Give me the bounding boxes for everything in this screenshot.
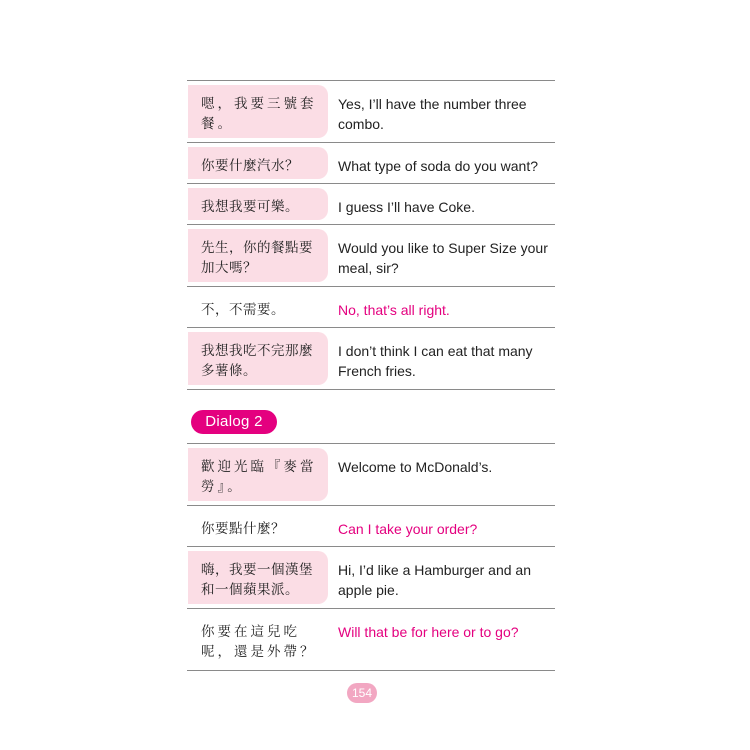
dialog-row (187, 184, 555, 225)
dialog-row (187, 506, 555, 547)
chinese-line: 你要什麼汽水？ (188, 147, 328, 179)
dialog-2-badge: Dialog 2 (191, 410, 277, 434)
chinese-line: 先生，你的餐點要加大嗎？ (188, 229, 328, 282)
dialog-row (187, 547, 555, 609)
chinese-line: 我想我要可樂。 (188, 188, 328, 220)
dialog-row (187, 225, 555, 287)
english-line: I don’t think I can eat that many French fries. (338, 343, 533, 379)
english-line-highlight: No, that’s all right. (338, 302, 450, 318)
dialog-row (187, 609, 555, 671)
english-line: Hi, I’d like a Hamburger and an apple pie. (338, 562, 531, 598)
english-line: I guess I’ll have Coke. (338, 199, 475, 215)
page-number: 154 (347, 683, 377, 703)
dialog-row (187, 143, 555, 184)
english-line: Welcome to McDonald’s. (338, 459, 493, 475)
chinese-line: 嗨，我要一個漢堡和一個蘋果派。 (188, 551, 328, 604)
dialog-2-table (187, 443, 555, 671)
english-line-highlight: Will that be for here or to go? (338, 624, 519, 640)
english-line-highlight: Can I take your order? (338, 521, 478, 537)
dialog-1-table (187, 80, 555, 390)
dialog-row (187, 444, 555, 506)
english-line: Would you like to Super Size your meal, sir? (338, 240, 548, 276)
english-line: What type of soda do you want? (338, 158, 539, 174)
chinese-line: 我想我吃不完那麼多薯條。 (188, 332, 328, 385)
chinese-line: 不，不需要。 (201, 302, 285, 318)
english-line: Yes, I’ll have the number three combo. (338, 96, 527, 132)
dialog-row (187, 287, 555, 328)
dialog-row (187, 328, 555, 390)
chinese-line: 你要點什麼？ (201, 521, 285, 537)
chinese-line: 你要在這兒吃呢，還是外帶？ (201, 624, 317, 660)
chinese-line: 歡迎光臨『麥當勞』。 (188, 448, 328, 501)
chinese-line: 嗯，我要三號套餐。 (188, 85, 328, 138)
dialog-row (187, 81, 555, 143)
